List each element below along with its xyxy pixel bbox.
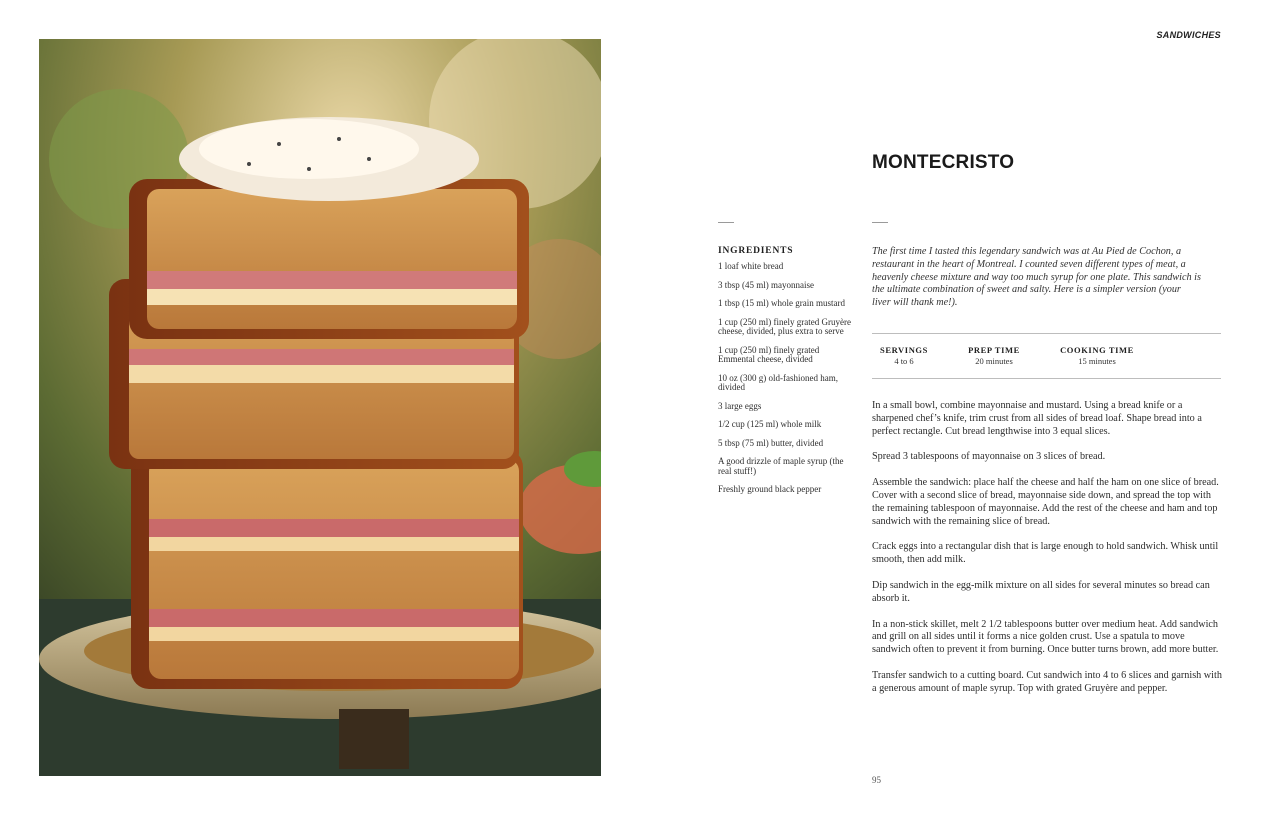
- sandwich-illustration: [39, 39, 601, 776]
- ingredients-divider: [718, 222, 734, 223]
- cooking-time-label: COOKING TIME: [1060, 345, 1134, 355]
- ingredient-item: A good drizzle of maple syrup (the real stuff!): [718, 456, 844, 476]
- method-step: In a small bowl, combine mayonnaise and mustard. Using a bread knife or a sharpened chef’s knife, trim crust from all sides of bread loaf. Shape bread into a perfect rectangle. Cut bread lengthwise into 3 equal slices.: [872, 400, 1202, 437]
- cooking-time-value: 15 minutes: [1078, 356, 1116, 366]
- method-step: Crack eggs into a rectangular dish that is large enough to hold sandwich. Whisk until smooth, then add milk.: [872, 541, 1219, 566]
- intro-divider: [872, 222, 888, 223]
- method-step: In a non-stick skillet, melt 2 1/2 tablespoons butter over medium heat. Add sandwich and grill on all sides until it forms a nice golden crust. Use a spatula to move sandwich often to prevent it from burning. Once butter turns brown, add more butter.: [872, 618, 1219, 656]
- ingredient-item: 1 cup (250 ml) finely grated Gruyère cheese, divided, plus extra to serve: [718, 316, 851, 336]
- servings: [880, 345, 928, 366]
- section-label: SANDWICHES: [1156, 30, 1221, 40]
- method-step: Spread 3 tablespoons of mayonnaise on 3 slices of bread.: [872, 451, 1106, 463]
- method-steps: [872, 400, 1222, 709]
- page-number: 95: [872, 775, 881, 785]
- sandwich-photo: [39, 39, 601, 776]
- ingredients-heading: INGREDIENTS: [718, 246, 794, 256]
- ingredients-list: [718, 262, 858, 495]
- method-step: Dip sandwich in the egg-milk mixture on all sides for several minutes so bread can absorb it.: [872, 579, 1210, 604]
- servings-label: SERVINGS: [880, 345, 928, 355]
- ingredient-item: 10 oz (300 g) old-fashioned ham, divided: [718, 372, 838, 392]
- method-step: Transfer sandwich to a cutting board. Cut sandwich into 4 to 6 slices and garnish with a generous amount of maple syrup. Top with grated Gruyère and pepper.: [872, 669, 1222, 694]
- meta-top-rule: [872, 333, 1221, 334]
- recipe-intro: The first time I tasted this legendary sandwich was at Au Pied de Cochon, a restaurant in the heart of Montreal. I counted seven different types of meat, a heavenly cheese mixture and way too much syrup for one plate. This sandwich is the ultimate combination of sweet and salty. Here is a simpler version (your liver will thank me!).: [872, 246, 1201, 309]
- ingredient-item: 3 large eggs: [718, 400, 762, 411]
- ingredient-item: 5 tbsp (75 ml) butter, divided: [718, 437, 824, 448]
- ingredient-item: 1/2 cup (125 ml) whole milk: [718, 419, 822, 429]
- recipe-title: MONTECRISTO: [872, 152, 1015, 173]
- prep-time-label: PREP TIME: [968, 345, 1020, 355]
- servings-value: 4 to 6: [894, 356, 914, 366]
- cooking-time: [1060, 345, 1134, 366]
- ingredients-section: [718, 246, 858, 504]
- ingredient-item: 3 tbsp (45 ml) mayonnaise: [718, 279, 814, 290]
- prep-time: [968, 345, 1020, 366]
- ingredient-item: 1 loaf white bread: [718, 261, 784, 271]
- ingredient-item: Freshly ground black pepper: [718, 484, 822, 494]
- ingredient-item: 1 cup (250 ml) finely grated Emmental cheese, divided: [718, 344, 820, 364]
- method-step: Assemble the sandwich: place half the cheese and half the ham on one slice of bread. Cover with a second slice of bread, mayonnaise side down, and spread the top with the remaining tablespoon of mayonnaise. Add the rest of the cheese and ham and top sandwich with the remaining slice of bread.: [872, 477, 1219, 527]
- recipe-meta: [872, 345, 1221, 369]
- meta-bottom-rule: [872, 378, 1221, 379]
- prep-time-value: 20 minutes: [975, 356, 1013, 366]
- ingredient-item: 1 tbsp (15 ml) whole grain mustard: [718, 298, 845, 308]
